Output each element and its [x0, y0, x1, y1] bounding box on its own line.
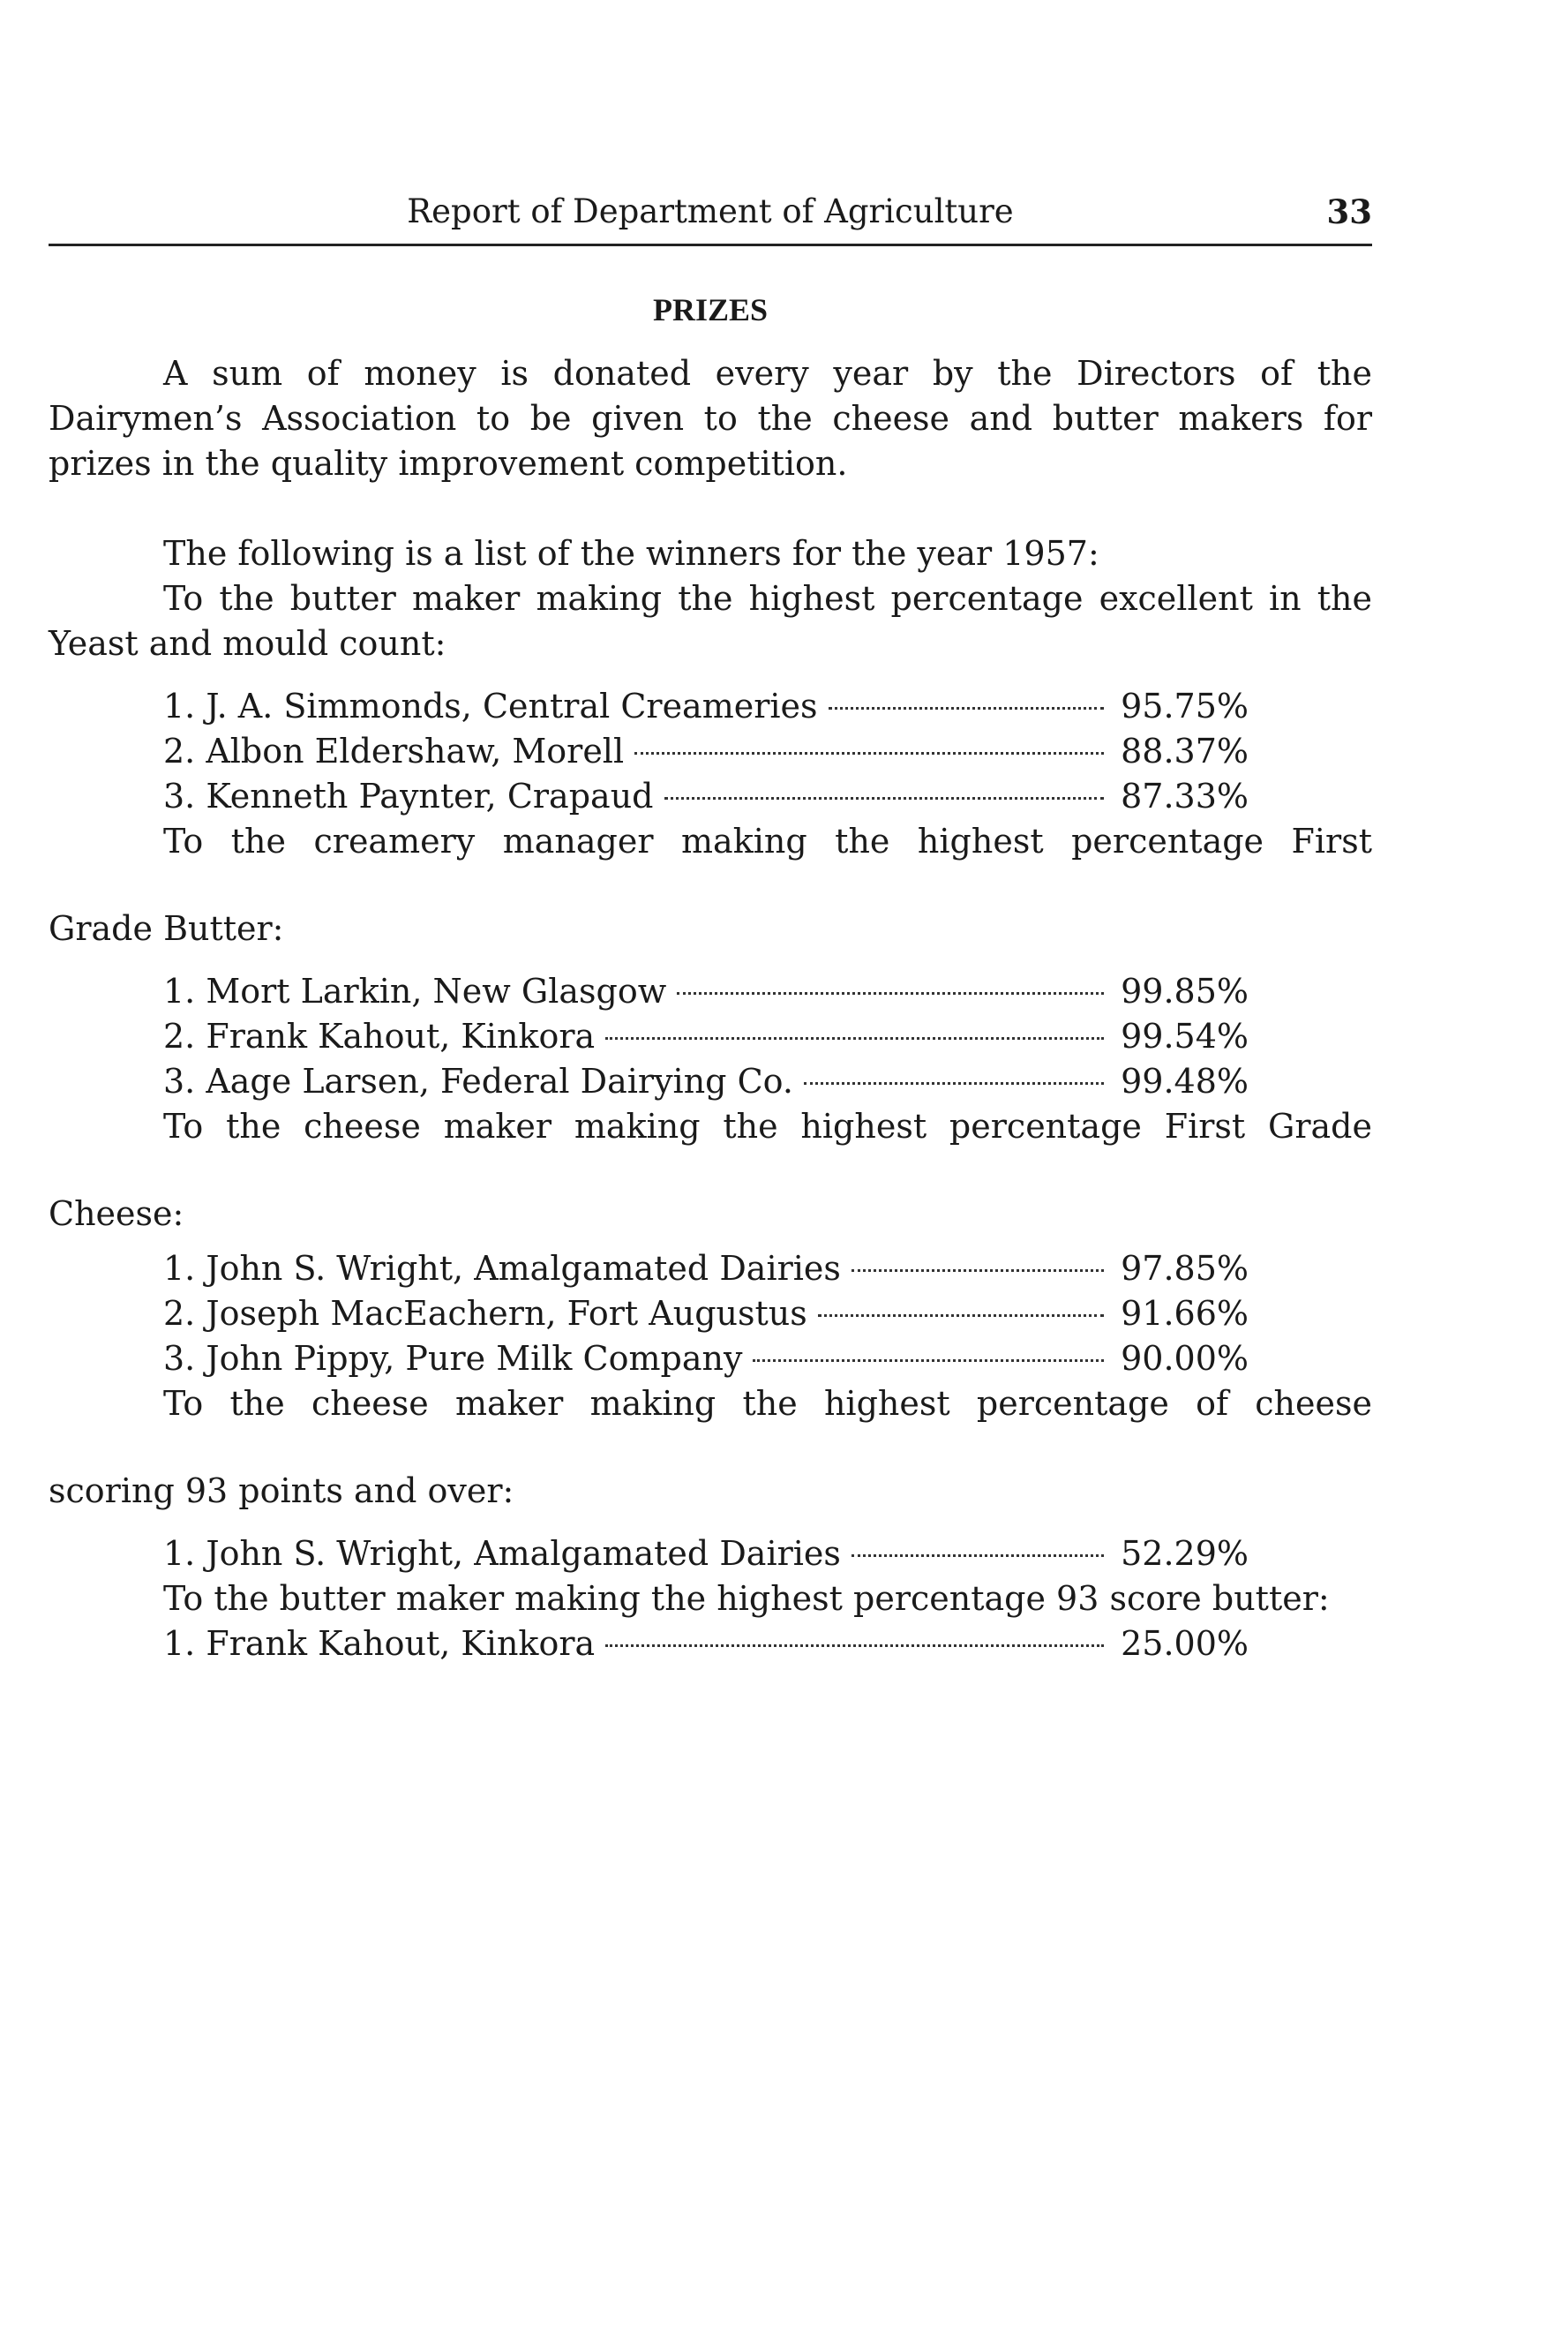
- section-heading: PRIZES: [652, 292, 769, 327]
- list-item: 2. Albon Eldershaw, Morell 88.37%: [163, 732, 1249, 771]
- category-4-list: [163, 1531, 1249, 1576]
- category-4-text-cont: scoring 93 points and over:: [49, 1471, 514, 1510]
- list-item: 1. J. A. Simmonds, Central Creameries 95.75%: [163, 687, 1249, 726]
- category-1-list: [163, 684, 1249, 819]
- list-item: 1. John S. Wright, Amalgamated Dairies 97.85%: [163, 1249, 1249, 1288]
- header-rule: [49, 244, 1372, 246]
- category-5-list: [163, 1621, 1249, 1666]
- category-3-list: [163, 1246, 1249, 1381]
- category-2-text-cont: Grade Butter:: [49, 909, 284, 948]
- list-item: 1. John S. Wright, Amalgamated Dairies 52.29%: [163, 1534, 1249, 1573]
- category-1-text: To the butter maker making the highest percentage excellent in the Yeast and mould count:: [49, 579, 1372, 663]
- category-3-text: To the cheese maker making the highest percentage First Grade: [163, 1107, 1372, 1146]
- list-item: 3. John Pippy, Pure Milk Company 90.00%: [163, 1339, 1249, 1378]
- list-item: 2. Frank Kahout, Kinkora 99.54%: [163, 1017, 1249, 1056]
- page-number: 33: [1326, 192, 1372, 231]
- category-2-text: To the creamery manager making the highest percentage First: [163, 822, 1372, 861]
- list-intro: The following is a list of the winners for the year 1957:: [163, 534, 1099, 573]
- category-5-text: To the butter maker making the highest percentage 93 score butter:: [163, 1579, 1330, 1618]
- list-item: 3. Aage Larsen, Federal Dairying Co. 99.48%: [163, 1062, 1249, 1101]
- intro-paragraph: A sum of money is donated every year by the Directors of the Dairymen’s Association to be given to the cheese and butter makers for prizes in the quality improvement competition.: [49, 354, 1372, 483]
- category-2-list: [163, 969, 1249, 1104]
- running-header: [49, 192, 1372, 245]
- category-4-text: To the cheese maker making the highest percentage of cheese: [163, 1384, 1372, 1423]
- category-3-text-cont: Cheese:: [49, 1194, 184, 1233]
- list-item: 2. Joseph MacEachern, Fort Augustus 91.66%: [163, 1294, 1249, 1333]
- list-item: 1. Frank Kahout, Kinkora 25.00%: [163, 1624, 1249, 1663]
- list-item: 3. Kenneth Paynter, Crapaud 87.33%: [163, 777, 1249, 816]
- list-item: 1. Mort Larkin, New Glasgow 99.85%: [163, 972, 1249, 1011]
- running-title: Report of Department of Agriculture: [407, 192, 1014, 230]
